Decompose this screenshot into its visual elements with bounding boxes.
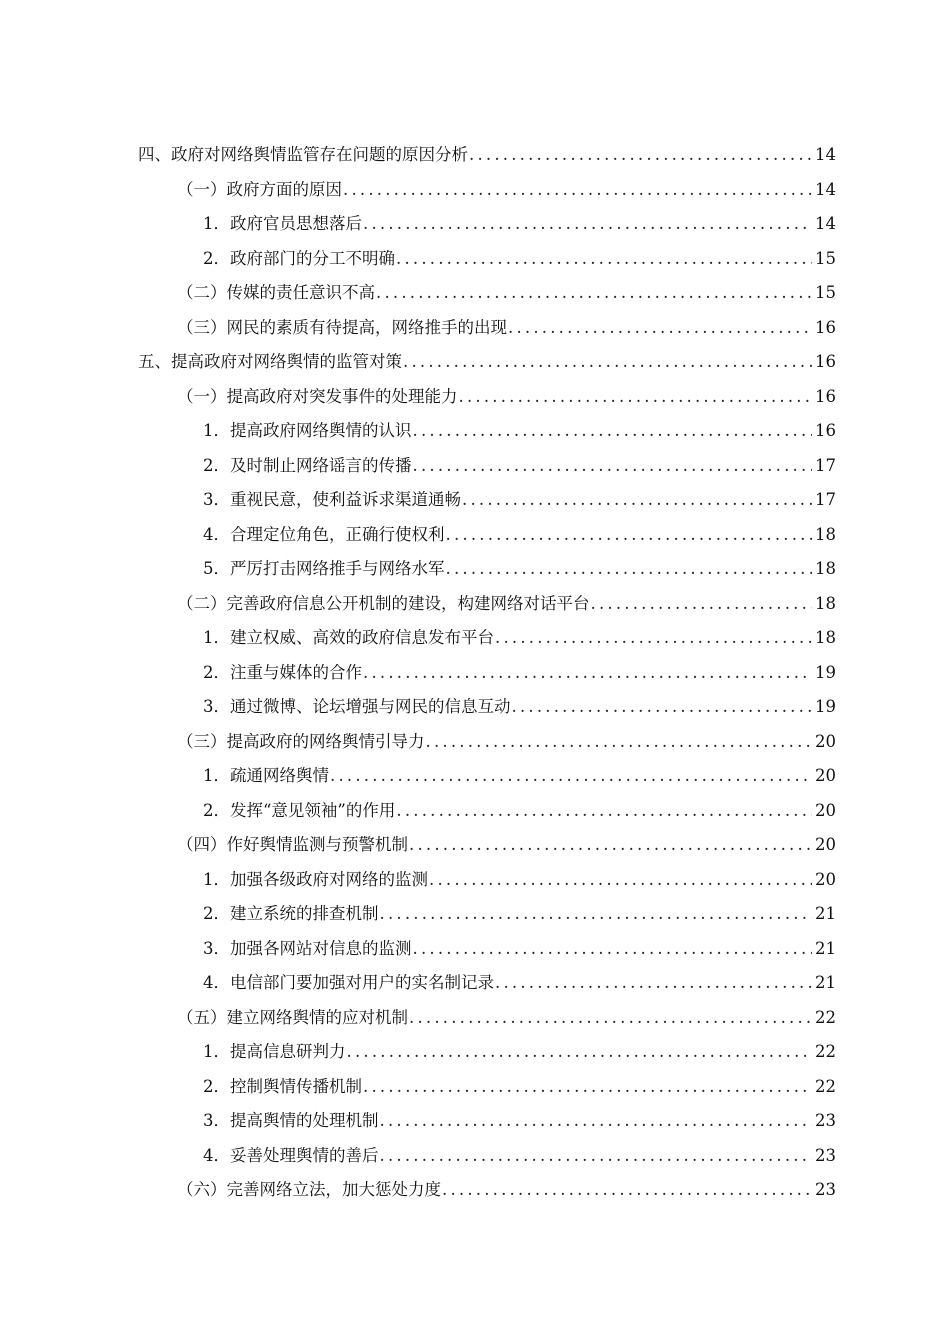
toc-entry-title: 四、政府对网络舆情监管存在问题的原因分析 — [138, 145, 468, 164]
toc-entry[interactable] — [0, 201, 950, 235]
toc-page-number: 17 — [815, 490, 836, 509]
toc-entry[interactable] — [0, 581, 950, 615]
toc-leader-dots — [396, 800, 812, 822]
toc-entry[interactable] — [0, 891, 950, 925]
toc-entry-title: （四）作好舆情监测与预警机制 — [177, 835, 408, 854]
toc-page-number: 23 — [815, 1111, 836, 1130]
toc-entry-title: 2．发挥“意见领袖”的作用 — [203, 800, 396, 820]
toc-leader-dots — [363, 1076, 812, 1098]
toc-entry-title: （二）传媒的责任意识不高 — [177, 283, 375, 302]
toc-page-number: 16 — [815, 317, 836, 337]
toc-entry-title: （三）网民的素质有待提高，网络推手的出现 — [177, 317, 507, 337]
toc-entry[interactable] — [0, 788, 950, 822]
toc-page-number: 23 — [815, 1145, 836, 1165]
toc-entry-title: 3．通过微博、论坛增强与网民的信息互动 — [203, 697, 511, 716]
toc-entry[interactable] — [0, 270, 950, 304]
toc-leader-dots — [469, 144, 812, 166]
toc-page-number: 22 — [815, 1007, 836, 1027]
toc-page-number: 14 — [815, 145, 836, 164]
toc-entry-title: （五）建立网络舆情的应对机制 — [177, 1007, 408, 1027]
toc-leader-dots — [380, 903, 813, 925]
toc-entry-title: 1．政府官员思想落后 — [203, 214, 362, 233]
toc-page-number: 21 — [815, 904, 836, 923]
toc-leader-dots — [446, 558, 813, 580]
toc-entry-title: 2．控制舆情传播机制 — [203, 1076, 362, 1096]
toc-leader-dots — [429, 869, 812, 891]
toc-entry[interactable] — [0, 822, 950, 856]
toc-page-number: 23 — [815, 1180, 836, 1199]
toc-leader-dots — [409, 1007, 812, 1029]
toc-leader-dots — [380, 1145, 813, 1167]
toc-entry[interactable] — [0, 995, 950, 1029]
toc-page-number: 19 — [815, 697, 836, 716]
toc-leader-dots — [343, 179, 812, 201]
toc-entry[interactable] — [0, 236, 950, 270]
toc-page-number: 18 — [815, 593, 836, 613]
toc-entry-title: （六）完善网络立法，加大惩处力度 — [177, 1180, 441, 1199]
toc-entry-title: 1．建立权威、高效的政府信息发布平台 — [203, 628, 494, 647]
toc-leader-dots — [347, 1041, 813, 1063]
toc-entry[interactable] — [0, 477, 950, 511]
toc-leader-dots — [413, 420, 813, 442]
toc-page-number: 19 — [815, 662, 836, 682]
toc-entry-title: 3．提高舆情的处理机制 — [203, 1111, 379, 1130]
toc-leader-dots — [413, 455, 813, 477]
toc-entry[interactable] — [0, 684, 950, 718]
toc-leader-dots — [363, 213, 812, 235]
toc-entry-title: （一）政府方面的原因 — [177, 179, 342, 199]
toc-entry-title: 1．加强各级政府对网络的监测 — [203, 869, 428, 889]
toc-page-number: 15 — [815, 248, 836, 268]
toc-entry-title: 1．疏通网络舆情 — [203, 766, 329, 785]
toc-leader-dots — [426, 731, 813, 753]
toc-leader-dots — [442, 1179, 812, 1201]
toc-page-number: 20 — [815, 800, 836, 820]
toc-entry-title: 2．政府部门的分工不明确 — [203, 248, 395, 268]
toc-entry[interactable] — [0, 443, 950, 477]
toc-entry[interactable] — [0, 408, 950, 442]
toc-entry-title: 1．提高信息研判力 — [203, 1042, 346, 1061]
toc-leader-dots — [403, 351, 812, 373]
toc-entry-title: （一）提高政府对突发事件的处理能力 — [177, 386, 458, 406]
toc-page-number: 16 — [815, 352, 836, 371]
toc-page-number: 18 — [815, 559, 836, 578]
toc-entry-title: 3．加强各网站对信息的监测 — [203, 938, 412, 958]
toc-page-number: 20 — [815, 731, 836, 751]
toc-page-number: 16 — [815, 386, 836, 406]
toc-entry-title: 4．合理定位角色，正确行使权利 — [203, 524, 445, 544]
toc-leader-dots — [459, 386, 813, 408]
toc-entry-title: 5．严厉打击网络推手与网络水军 — [203, 559, 445, 578]
toc-entry[interactable] — [0, 512, 950, 546]
toc-leader-dots — [512, 696, 813, 718]
toc-entry-title: 4．妥善处理舆情的善后 — [203, 1145, 379, 1165]
toc-entry[interactable] — [0, 1167, 950, 1201]
toc-entry[interactable] — [0, 615, 950, 649]
toc-leader-dots — [446, 524, 813, 546]
toc-leader-dots — [462, 489, 812, 511]
toc-entry-title: （二）完善政府信息公开机制的建设，构建网络对话平台 — [177, 593, 590, 613]
toc-leader-dots — [508, 317, 812, 339]
toc-entry[interactable] — [0, 167, 950, 201]
toc-entry[interactable] — [0, 719, 950, 753]
toc-page-number: 20 — [815, 869, 836, 889]
toc-entry-title: 五、提高政府对网络舆情的监管对策 — [138, 352, 402, 371]
toc-leader-dots — [376, 282, 812, 304]
toc-entry[interactable] — [0, 926, 950, 960]
toc-page-number: 22 — [815, 1076, 836, 1096]
toc-page-number: 15 — [815, 283, 836, 302]
toc-entry-title: 2．注重与媒体的合作 — [203, 662, 362, 682]
toc-entry[interactable] — [0, 753, 950, 787]
toc-leader-dots — [396, 248, 812, 270]
toc-entry-title: 1．提高政府网络舆情的认识 — [203, 421, 412, 440]
toc-leader-dots — [495, 627, 812, 649]
toc-entry[interactable] — [0, 1133, 950, 1167]
toc-leader-dots — [330, 765, 812, 787]
toc-leader-dots — [413, 938, 813, 960]
toc-entry[interactable] — [0, 546, 950, 580]
toc-leader-dots — [380, 1110, 813, 1132]
toc-leader-dots — [591, 593, 813, 615]
toc-entry[interactable] — [0, 1098, 950, 1132]
toc-page-number: 22 — [815, 1042, 836, 1061]
toc-entry[interactable] — [0, 960, 950, 994]
toc-leader-dots — [409, 834, 812, 856]
toc-entry[interactable] — [0, 305, 950, 339]
toc-page-number: 17 — [815, 455, 836, 475]
toc-entry[interactable] — [0, 1029, 950, 1063]
toc-page-number: 14 — [815, 214, 836, 233]
toc-entry-title: （三）提高政府的网络舆情引导力 — [177, 731, 425, 751]
toc-page-number: 18 — [815, 524, 836, 544]
toc-page-number: 20 — [815, 835, 836, 854]
toc-entry[interactable] — [0, 374, 950, 408]
toc-entry[interactable] — [0, 339, 950, 373]
toc-entry[interactable] — [0, 1064, 950, 1098]
toc-page-number: 18 — [815, 628, 836, 647]
toc-leader-dots — [495, 972, 812, 994]
toc-page-number: 21 — [815, 938, 836, 958]
toc-page-number: 14 — [815, 179, 836, 199]
toc-entry-title: 4．电信部门要加强对用户的实名制记录 — [203, 973, 494, 992]
toc-entry-title: 3．重视民意，使利益诉求渠道通畅 — [203, 490, 461, 509]
toc-page-number: 21 — [815, 973, 836, 992]
toc-entry[interactable] — [0, 132, 950, 166]
toc-leader-dots — [363, 662, 812, 684]
toc-page-number: 16 — [815, 421, 836, 440]
toc-entry[interactable] — [0, 650, 950, 684]
toc-entry-title: 2．及时制止网络谣言的传播 — [203, 455, 412, 475]
toc-entry-title: 2．建立系统的排查机制 — [203, 904, 379, 923]
toc-entry[interactable] — [0, 857, 950, 891]
toc-page-number: 20 — [815, 766, 836, 785]
